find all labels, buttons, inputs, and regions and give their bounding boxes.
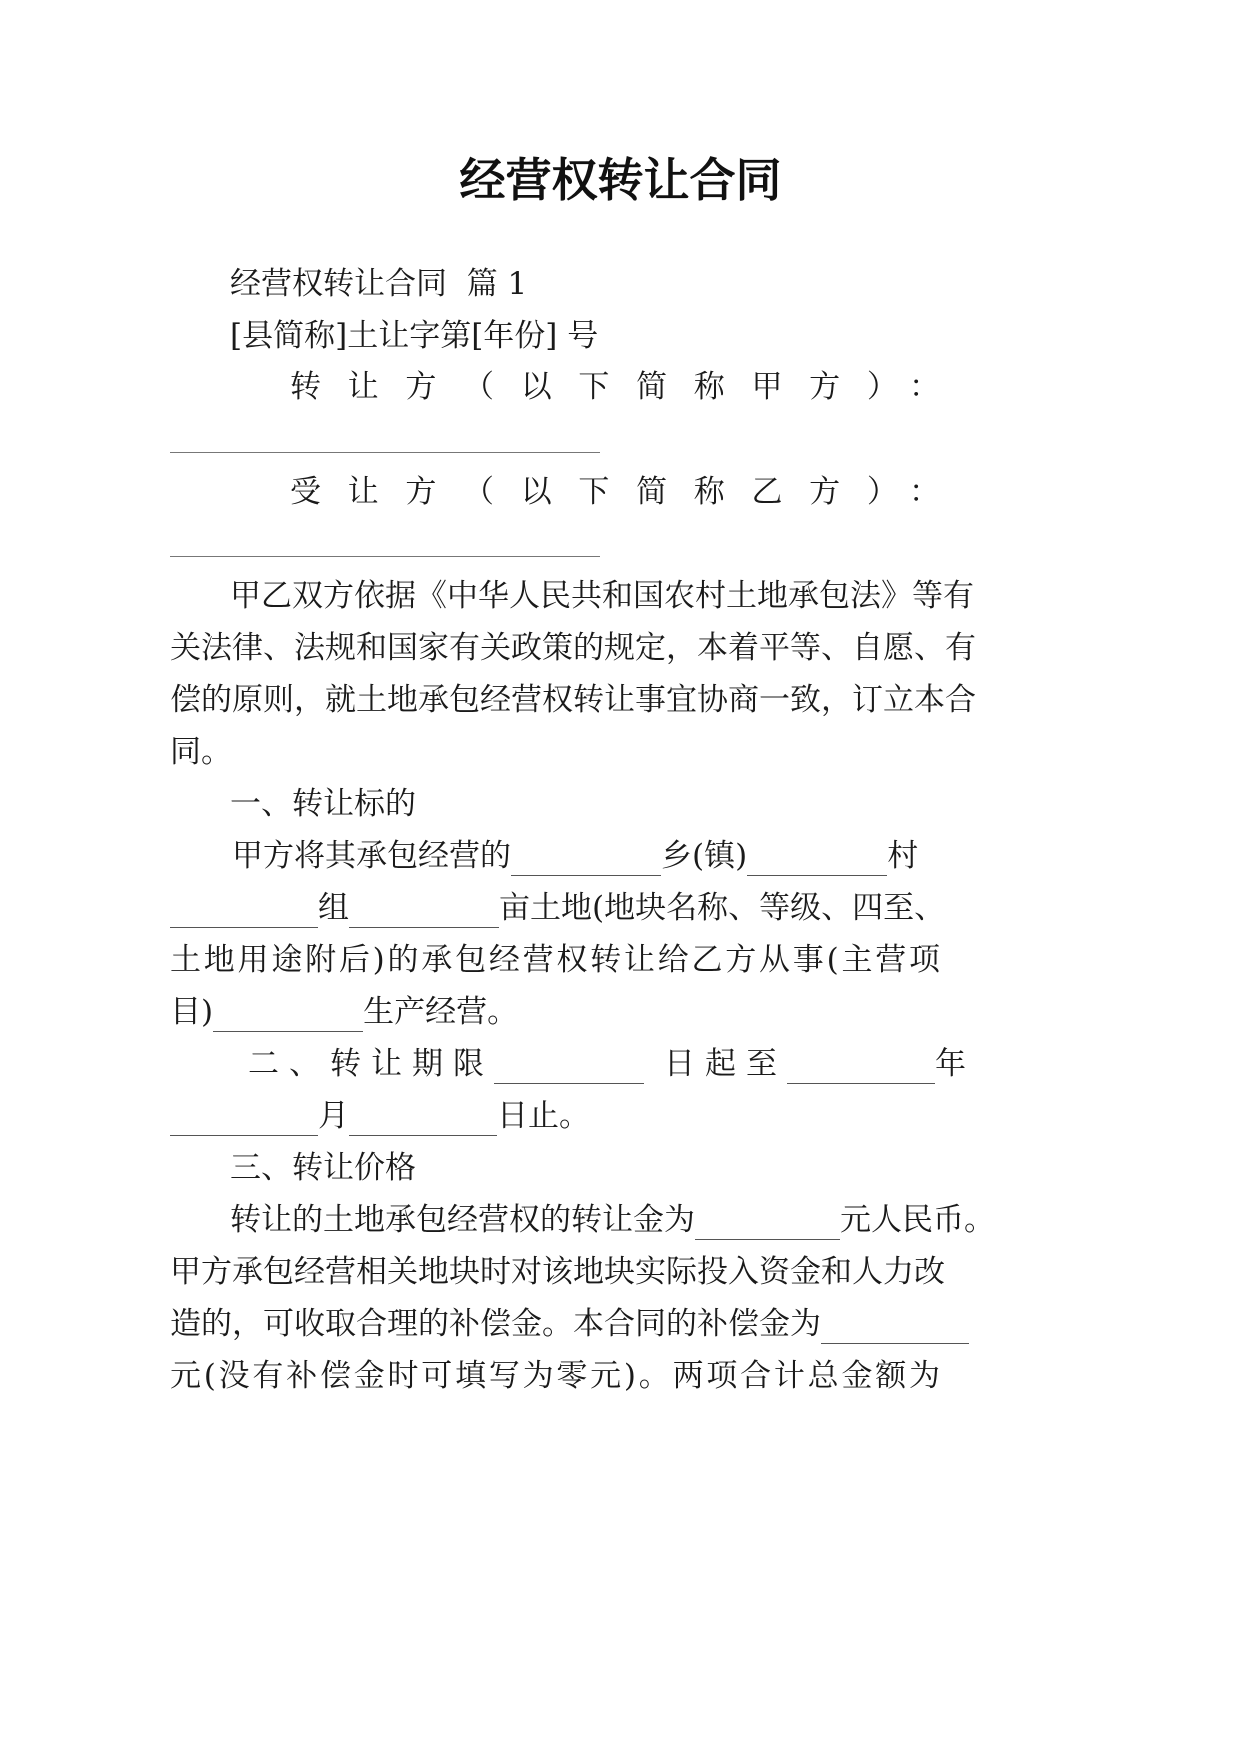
contract-heading: 经营权转让合同 篇 1 (230, 266, 528, 302)
text: 村 (887, 838, 919, 874)
text: 亩土地(地块名称、等级、四至、 (499, 890, 946, 926)
text: 二、转让期限 (248, 1046, 494, 1082)
text: 转让的土地承包经营权的转让金为 (230, 1202, 695, 1238)
text: 月 (318, 1098, 349, 1134)
party-a-label: 转让方（以下简称甲方）： (290, 369, 940, 405)
intro-line-3: 偿的原则，就土地承包经营权转让事宜协商一致，订立本合 (170, 682, 976, 718)
section-2-line-2 (170, 1096, 590, 1136)
section-1-line-1 (232, 836, 918, 876)
intro-line-2: 关法律、法规和国家有关政策的规定，本着平等、自愿、有 (170, 630, 976, 666)
intro-line-1: 甲乙双方依据《中华人民共和国农村土地承包法》等有 (230, 578, 974, 614)
contract-number-line: [县简称]土让字第[年份] 号 (230, 318, 599, 354)
blank-main-project (213, 999, 363, 1032)
section-1-line-3: 土地用途附后)的承包经营权转让给乙方从事(主营项 (170, 942, 940, 978)
party-a-blank (170, 452, 600, 453)
section-1-line-2 (170, 888, 945, 928)
blank-end-month (170, 1103, 318, 1136)
text: 生产经营。 (363, 994, 519, 1030)
section-3-line-4: 元(没有补偿金时可填写为零元)。两项合计总金额为 (170, 1358, 940, 1394)
blank-compensation (821, 1311, 969, 1344)
section-3-heading: 三、转让价格 (230, 1150, 416, 1186)
blank-township (511, 843, 661, 876)
text: 造的，可收取合理的补偿金。本合同的补偿金为 (170, 1306, 821, 1342)
text: 组 (318, 890, 349, 926)
blank-village (747, 843, 887, 876)
text: 元人民币。 (840, 1202, 995, 1238)
text: 乡(镇) (661, 838, 748, 874)
blank-group (170, 895, 318, 928)
section-2-line-1 (248, 1044, 976, 1084)
party-b-blank (170, 556, 600, 557)
party-b-label: 受让方（以下简称乙方）： (290, 474, 940, 510)
text: 目) (170, 994, 214, 1030)
text: 年 (935, 1046, 976, 1082)
blank-area (349, 895, 499, 928)
blank-end-day (349, 1103, 497, 1136)
section-1-heading: 一、转让标的 (230, 786, 416, 822)
section-1-line-4 (170, 992, 518, 1032)
section-3-line-3 (170, 1304, 969, 1344)
blank-start-date (494, 1051, 644, 1084)
section-3-line-1 (230, 1200, 995, 1240)
intro-line-4: 同。 (170, 734, 232, 770)
blank-end-year (787, 1051, 935, 1084)
section-3-line-2: 甲方承包经营相关地块时对该地块实际投入资金和人力改 (170, 1254, 945, 1290)
text: 甲方将其承包经营的 (232, 838, 511, 874)
text: 日止。 (497, 1098, 590, 1134)
document-title: 经营权转让合同 (459, 153, 782, 207)
text: 日起至 (664, 1046, 787, 1082)
blank-transfer-fee (695, 1207, 840, 1240)
